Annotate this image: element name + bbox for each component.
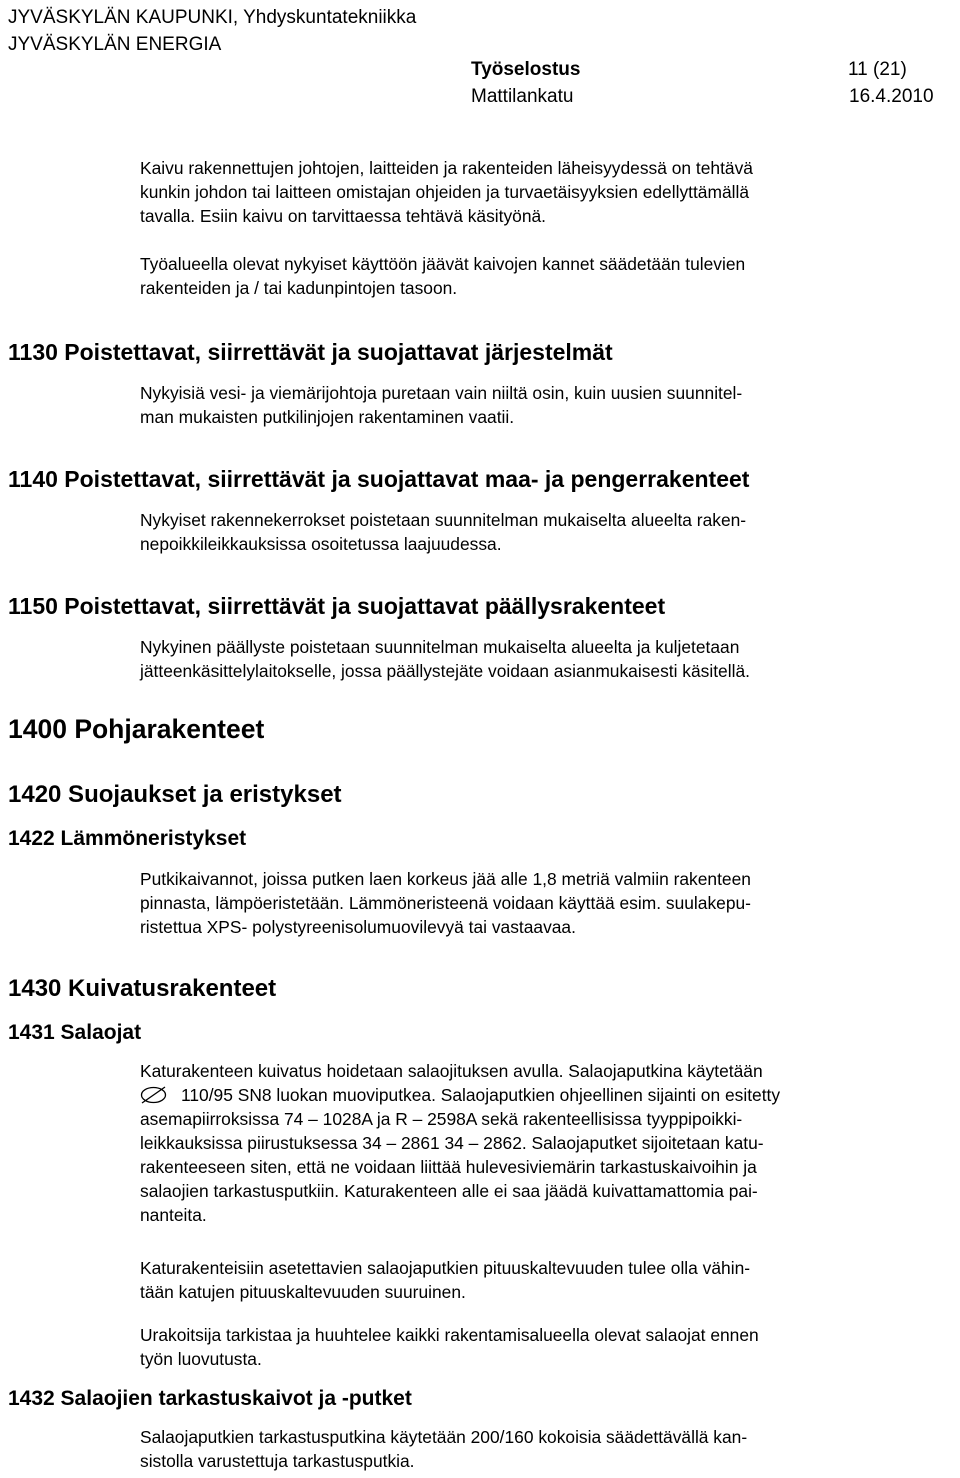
section-body-1431	[140, 1059, 780, 1227]
text-line: tään katujen pituuskaltevuuden suuruinen.	[140, 1282, 466, 1302]
text-line: leikkauksissa piirustuksessa 34 – 2861 34 – 2862. Salaojaputket sijoitetaan katu-	[140, 1133, 764, 1153]
text-fragment: 110/95 SN8 luokan muoviputkea. Salaojaputkien ohjeellinen sijainti on esitetty	[181, 1085, 781, 1105]
section-body-1140	[140, 508, 746, 556]
text-line: sistolla varustettuja tarkastusputkia.	[140, 1451, 415, 1471]
section-heading-1400: 1400 Pohjarakenteet	[8, 714, 265, 744]
text-line: tavalla. Esiin kaivu on tarvittaessa tehtävä käsityönä.	[140, 206, 546, 226]
text-line: kunkin johdon tai laitteen omistajan ohjeiden ja turvaetäisyyksien edellyttämällä	[140, 182, 750, 202]
street-name: Mattilankatu	[471, 86, 574, 107]
section-heading-1430: 1430 Kuivatusrakenteet	[8, 975, 277, 1002]
text-line: Katurakenteen kuivatus hoidetaan salaojituksen avulla. Salaojaputkina käytetään	[140, 1061, 763, 1081]
section-body-1431-p2	[140, 1256, 750, 1304]
section-body-1432	[140, 1425, 747, 1473]
text-line: man mukaisten putkilinjojen rakentaminen vaatii.	[140, 407, 515, 427]
section-body-1130	[140, 381, 742, 429]
text-line: Työalueella olevat nykyiset käyttöön jäävät kaivojen kannet säädetään tulevien	[140, 254, 746, 274]
section-heading-1422: 1422 Lämmöneristykset	[8, 827, 247, 850]
org-line-1: JYVÄSKYLÄN KAUPUNKI, Yhdyskuntatekniikka	[8, 7, 417, 28]
page-number: 11 (21)	[848, 59, 907, 80]
org-line-2: JYVÄSKYLÄN ENERGIA	[8, 34, 222, 55]
section-heading-1130: 1130 Poistettavat, siirrettävät ja suojattavat järjestelmät	[8, 339, 613, 365]
text-line: pinnasta, lämpöeristetään. Lämmöneristeenä voidaan käyttää esim. suulakepu-	[140, 893, 751, 913]
text-line: työn luovutusta.	[140, 1349, 262, 1369]
text-line: Kaivu rakennettujen johtojen, laitteiden ja rakenteiden läheisyydessä on tehtävä	[140, 158, 753, 178]
text-line: salaojien tarkastusputkiin. Katurakenteen alle ei saa jäädä kuivattamattomia pai-	[140, 1181, 758, 1201]
section-body-1431-p3	[140, 1323, 759, 1371]
doc-type: Työselostus	[471, 59, 581, 80]
intro-paragraph-2	[140, 252, 745, 300]
text-line: nanteita.	[140, 1205, 207, 1225]
text-line: Nykyisiä vesi- ja viemärijohtoja puretaan vain niiltä osin, kuin uusien suunnitel-	[140, 383, 743, 403]
diameter-symbol-icon	[140, 1086, 167, 1104]
text-line: Nykyiset rakennekerrokset poistetaan suunnitelman mukaiselta alueelta raken-	[140, 510, 747, 530]
text-line: Nykyinen päällyste poistetaan suunnitelman mukaiselta alueelta ja kuljetetaan	[140, 637, 740, 657]
text-line: ristettua XPS- polystyreenisolumuovilevyä tai vastaavaa.	[140, 917, 576, 937]
text-line: jätteenkäsittelylaitokselle, jossa päällystejäte voidaan asianmukaisesti käsitellä.	[140, 661, 750, 681]
intro-paragraph	[140, 156, 753, 228]
text-line: nepoikkileikkauksissa osoitetussa laajuudessa.	[140, 534, 502, 554]
text-line-with-symbol	[140, 1083, 780, 1107]
text-line: asemapiirroksissa 74 – 1028A ja R – 2598A sekä rakenteellisissa tyyppipoikki-	[140, 1109, 743, 1129]
section-heading-1150: 1150 Poistettavat, siirrettävät ja suojattavat päällysrakenteet	[8, 593, 666, 619]
document-date: 16.4.2010	[849, 86, 934, 107]
text-line: Putkikaivannot, joissa putken laen korkeus jää alle 1,8 metriä valmiin rakenteen	[140, 869, 751, 889]
text-line: Salaojaputkien tarkastusputkina käytetään 200/160 kokoisia säädettävällä kan-	[140, 1427, 748, 1447]
section-body-1150	[140, 635, 750, 683]
text-line: Urakoitsija tarkistaa ja huuhtelee kaikki rakentamisalueella olevat salaojat ennen	[140, 1325, 759, 1345]
text-line: rakenteeseen siten, että ne voidaan liittää hulevesiviemärin tarkastuskaivoihin ja	[140, 1157, 757, 1177]
section-body-1422	[140, 867, 751, 939]
section-heading-1431: 1431 Salaojat	[8, 1021, 142, 1044]
section-heading-1420: 1420 Suojaukset ja eristykset	[8, 781, 342, 808]
section-heading-1140: 1140 Poistettavat, siirrettävät ja suojattavat maa- ja pengerrakenteet	[8, 466, 750, 492]
text-line: Katurakenteisiin asetettavien salaojaputkien pituuskaltevuuden tulee olla vähin-	[140, 1258, 751, 1278]
section-heading-1432: 1432 Salaojien tarkastuskaivot ja -putket	[8, 1387, 412, 1410]
text-line: rakenteiden ja / tai kadunpintojen tasoon.	[140, 278, 458, 298]
